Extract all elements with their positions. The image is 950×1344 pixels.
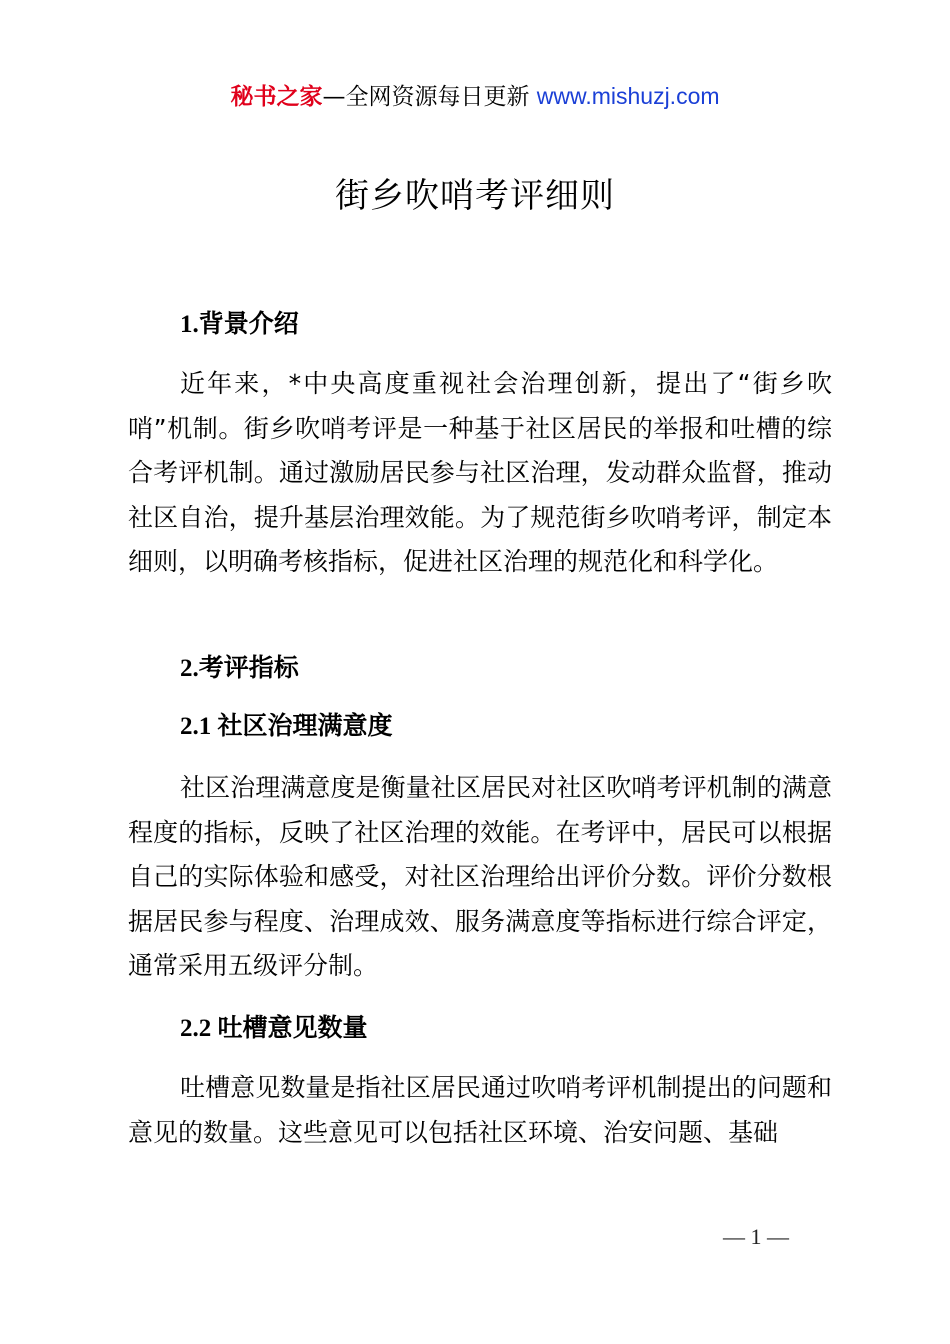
section-title: 社区治理满意度 xyxy=(217,711,393,740)
site-url-link[interactable]: www.mishuzj.com xyxy=(536,83,720,109)
subsection-heading-satisfaction xyxy=(180,708,393,745)
section-number: 1. xyxy=(180,311,199,338)
paragraph-complaints: 吐槽意见数量是指社区居民通过吹哨考评机制提出的问题和意见的数量。这些意见可以包括社区环境、治安问题、基础 xyxy=(128,1073,832,1147)
brand-name: 秘书之家 xyxy=(230,84,323,110)
section-title: 考评指标 xyxy=(198,653,299,682)
section-number: 2.2 xyxy=(180,1015,218,1042)
section-heading-background xyxy=(180,306,299,343)
paragraph-background: 近年来，*中央高度重视社会治理创新，提出了“街乡吹哨”机制。街乡吹哨考评是一种基于社区居民的举报和吐槽的综合考评机制。通过激励居民参与社区治理，发动群众监督，推动社区自治，提升基层治理效能。为了规范街乡吹哨考评，制定本细则，以明确考核指标，促进社区治理的规范化和科学化。 xyxy=(128,369,832,576)
section-number: 2.1 xyxy=(180,713,218,740)
section-title: 吐槽意见数量 xyxy=(217,1013,368,1042)
section-number: 2. xyxy=(180,655,199,682)
site-header xyxy=(0,80,950,113)
section-title: 背景介绍 xyxy=(198,309,299,338)
slogan-text: —全网资源每日更新 xyxy=(322,84,537,110)
subsection-heading-complaints xyxy=(180,1010,368,1047)
paragraph-satisfaction: 社区治理满意度是衡量社区居民对社区吹哨考评机制的满意程度的指标，反映了社区治理的效能。在考评中，居民可以根据自己的实际体验和感受，对社区治理给出评价分数。评价分数根据居民参与程度、治理成效、服务满意度等指标进行综合评定，通常采用五级评分制。 xyxy=(128,773,832,980)
document-title: 街乡吹哨考评细则 xyxy=(335,176,615,216)
section-heading-indicators xyxy=(180,650,299,687)
page-number: — 1 — xyxy=(723,1224,789,1249)
